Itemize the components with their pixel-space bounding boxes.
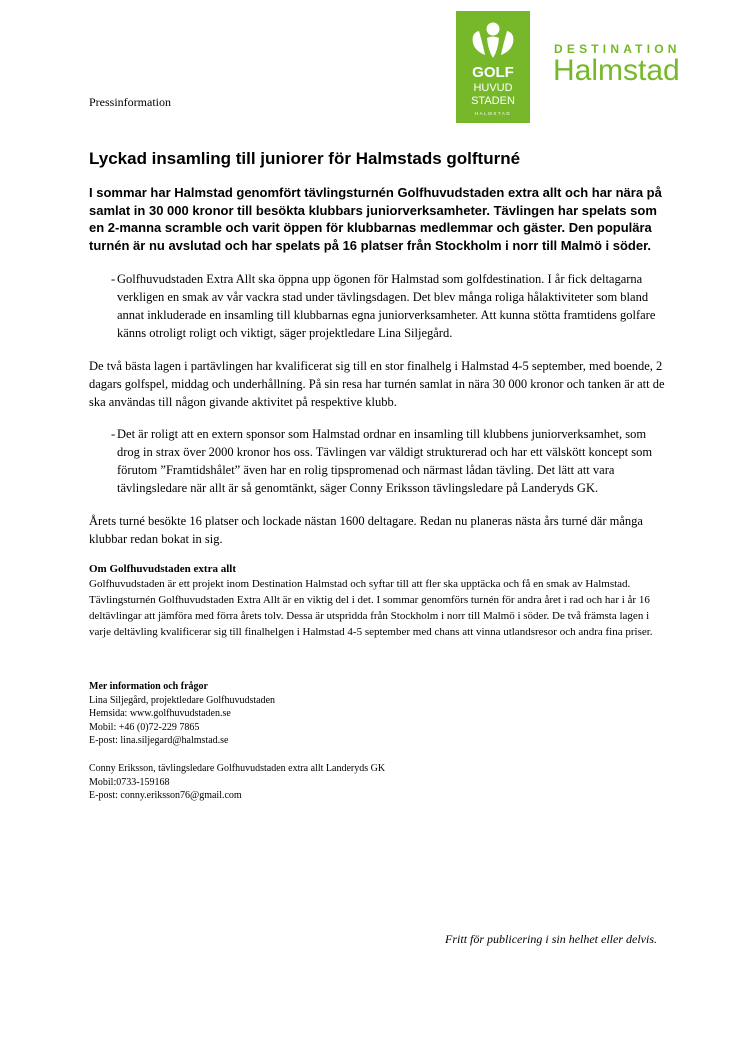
logo-line-3: STADEN: [471, 95, 515, 107]
contact-1-name: Lina Siljegård, projektledare Golfhuvudstaden: [89, 694, 276, 706]
quote-block-1: [89, 270, 669, 342]
contact-2-phone: Mobil:0733-159168: [89, 776, 170, 788]
logo-line-1: GOLF: [472, 64, 514, 81]
golfhuvudstaden-logo: [456, 11, 530, 123]
body-paragraph-1: De två bästa lagen i partävlingen har kvalificerat sig till en stor finalhelg i Halmstad 4-5 september, med boende, 2 dagars golfspel, middag och underhållning. På sin resa har turnén samlat in nära 30 000 kronor och tanken är att de ska användas till någon givande aktivitet på respektive klubb.: [89, 359, 665, 409]
page-title: Lyckad insamling till juniorer för Halmstads golfturné: [89, 149, 521, 168]
dash-marker: -: [111, 427, 116, 441]
contact-1-web[interactable]: Hemsida: www.golfhuvudstaden.se: [89, 708, 231, 720]
brand-halmstad: Halmstad: [553, 54, 680, 87]
about-text: Golfhuvudstaden är ett projekt inom Destination Halmstad och syftar till att fler ska upptäcka och få en smak av Halmstad. Tävlingsturnén Golfhuvudstaden Extra Allt är en viktig del i det. I sommar genomförs turnén för andra året i rad och har i år 16 deltävlingar att jämföra med förra årets tolv. Dessa är utspridda från Stockholm i norr till Malmö i söder. De två främsta lagen i varje deltävling kvalificerar sig till finalhelgen i Halmstad 4-5 september med chans att vinna utlandsresor och andra fina priser.: [89, 578, 653, 638]
contact-1-phone: Mobil: +46 (0)72-229 7865: [89, 721, 200, 733]
golf-ball-flower-icon: [456, 11, 530, 123]
contact-heading: Mer information och frågor: [89, 681, 208, 692]
contact-1-email[interactable]: E-post: lina.siljegard@halmstad.se: [89, 735, 229, 747]
logo-line-2: HUVUD: [473, 82, 513, 94]
dash-marker: -: [111, 272, 116, 286]
brand-destination: DESTINATION: [554, 42, 681, 56]
contact-2-name: Conny Eriksson, tävlingsledare Golfhuvudstaden extra allt Landeryds GK: [89, 762, 386, 774]
quote-block-2: [89, 425, 669, 497]
about-heading: Om Golfhuvudstaden extra allt: [89, 563, 236, 575]
contact-2-email[interactable]: E-post: conny.eriksson76@gmail.com: [89, 790, 242, 802]
publication-note: Fritt för publicering i sin helhet eller delvis.: [445, 932, 657, 946]
press-info-label: Pressinformation: [89, 95, 171, 109]
article: [89, 148, 669, 803]
lead-paragraph: I sommar har Halmstad genomfört tävlingsturnén Golfhuvudstaden extra allt och har nära på samlat in 30 000 kronor till besökta klubbars juniorverksamheter. Tävlingen har spelats som en 2-manna scramble och varit öppen för klubbarnas medlemmar och gäster. Den populära turnén är nu avslutad och har spelats på 16 platser från Stockholm i norr till Malmö i söder.: [89, 185, 662, 253]
about-section: [89, 562, 669, 640]
body-paragraph-2: Årets turné besökte 16 platser och lockade nästan 1600 deltagare. Redan nu planeras nästa års turné där många klubbar redan bokat in sig.: [89, 514, 643, 546]
quote-text-2: Det är roligt att en extern sponsor som Halmstad ordnar en insamling till klubbens juniorverksamhet, som drog in strax över 2000 kronor hos oss. Tävlingen var väldigt strukturerad och har ett välskött koncept som förutom ”Framtidshålet” även har en rolig tipspromenad och närmast lådan tävling. Det lätt att vara tävlingsledare när allt är så genomtänkt, säger Conny Eriksson tävlingsledare på Landeryds GK.: [117, 427, 653, 495]
quote-text-1: Golfhuvudstaden Extra Allt ska öppna upp ögonen för Halmstad som golfdestination. I år fick deltagarna verkligen en smak av vår vackra stad under tävlingsdagen. Det blev många roliga hålaktiviteter som bland annat inkluderade en insamling till klubbarnas egna juniorverksamheter. Att kunna stötta framtidens golfare känns otroligt roligt och viktigt, säger projektledare Lina Siljegård.: [117, 272, 656, 340]
logo-small: HALMSTAD: [474, 111, 512, 116]
contact-section: [89, 680, 669, 803]
